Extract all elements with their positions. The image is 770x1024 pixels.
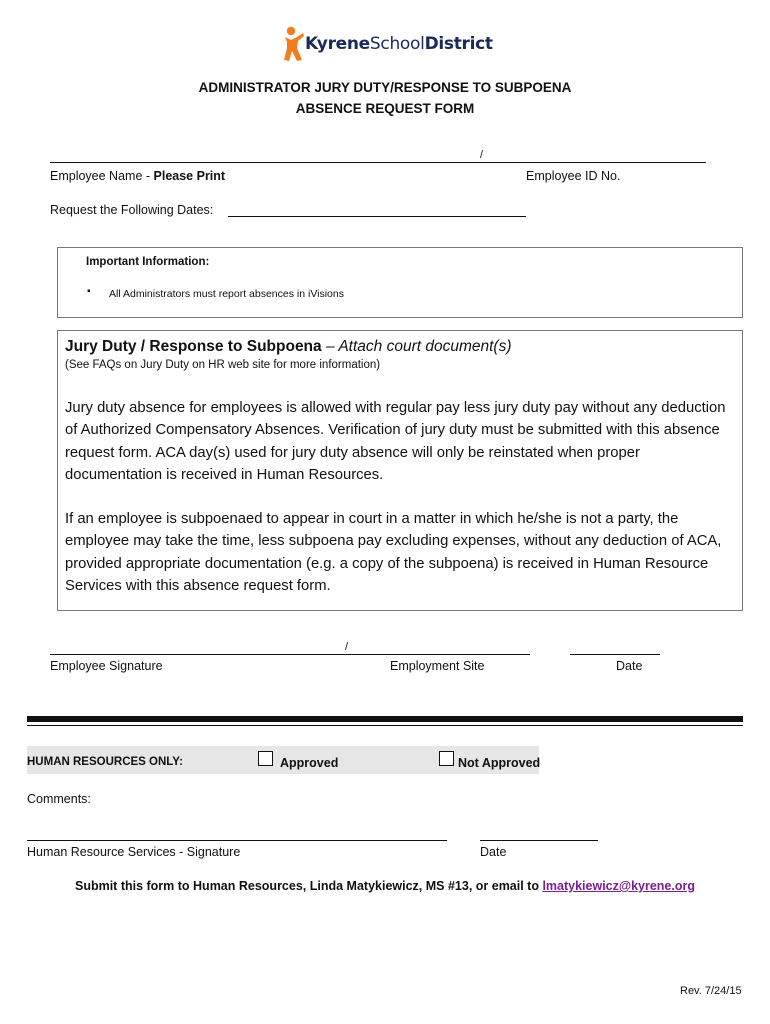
not-approved-label: Not Approved (458, 756, 541, 770)
employee-signature-label: Employee Signature (50, 659, 163, 673)
hr-signature-label: Human Resource Services - Signature (27, 845, 241, 859)
comments-label: Comments: (27, 792, 91, 806)
logo-district: District (424, 34, 493, 54)
jury-duty-heading: Jury Duty / Response to Subpoena – Attach court document(s) (65, 338, 512, 355)
subpoena-paragraph: If an employee is subpoenaed to appear in court in a matter in which he/she is not a party, the employee may take the time, less subpoena pay excluding expenses, without any deduction of ACA, provided appropriate documentation (e.g. a copy of the subpoena) is received in Human Resource Services with this absence request form. (65, 511, 722, 595)
bullet-icon: ▪ (87, 286, 91, 297)
hr-only-label: HUMAN RESOURCES ONLY: (27, 756, 183, 768)
employee-id-label: Employee ID No. (526, 169, 621, 183)
email-link[interactable]: lmatykiewicz@kyrene.org (542, 879, 695, 893)
section-divider-thin (27, 725, 743, 726)
request-dates-field[interactable] (228, 216, 526, 217)
logo-brand: Kyrene (305, 34, 370, 54)
form-title-line1: ADMINISTRATOR JURY DUTY/RESPONSE TO SUBPOENA (198, 80, 572, 95)
employee-name-id-field[interactable] (50, 162, 706, 163)
employee-name-label: Employee Name - Please Print (50, 169, 226, 183)
district-logo (283, 24, 493, 64)
jury-faq-note: (See FAQs on Jury Duty on HR web site for more information) (65, 359, 381, 371)
approved-label: Approved (280, 756, 339, 770)
employment-site-label: Employment Site (390, 659, 485, 673)
separator-slash-2: / (345, 641, 349, 653)
person-logo-icon (283, 26, 305, 62)
hr-date-field[interactable] (480, 840, 598, 841)
request-dates-label: Request the Following Dates: (50, 203, 214, 217)
logo-school: School (369, 34, 425, 54)
jury-duty-paragraph: Jury duty absence for employees is allowed with regular pay less jury duty pay without any deduction of Authorized Compensatory Absences. Verification of jury duty must be submitted with this absence request form. ACA day(s) used for jury duty absence will only be reinstated when proper documentation is received in Human Resources. (65, 400, 726, 484)
section-divider (27, 716, 743, 722)
important-info-heading: Important Information: (86, 256, 210, 268)
not-approved-checkbox[interactable] (439, 751, 454, 766)
separator-slash: / (480, 149, 484, 161)
signature-date-label: Date (616, 659, 643, 673)
jury-duty-box (57, 330, 743, 611)
submit-instructions: Submit this form to Human Resources, Linda Matykiewicz, MS #13, or email to lmatykiewicz@kyrene.org (74, 879, 695, 893)
important-info-item: All Administrators must report absences in iVisions (109, 288, 344, 300)
hr-date-label: Date (480, 845, 507, 859)
signature-site-field[interactable] (50, 654, 530, 655)
hr-signature-field[interactable] (27, 840, 447, 841)
signature-date-field[interactable] (570, 654, 660, 655)
form-title-line2: ABSENCE REQUEST FORM (295, 101, 475, 116)
approved-checkbox[interactable] (258, 751, 273, 766)
revision-date: Rev. 7/24/15 (680, 985, 742, 997)
important-info-box (57, 247, 743, 318)
